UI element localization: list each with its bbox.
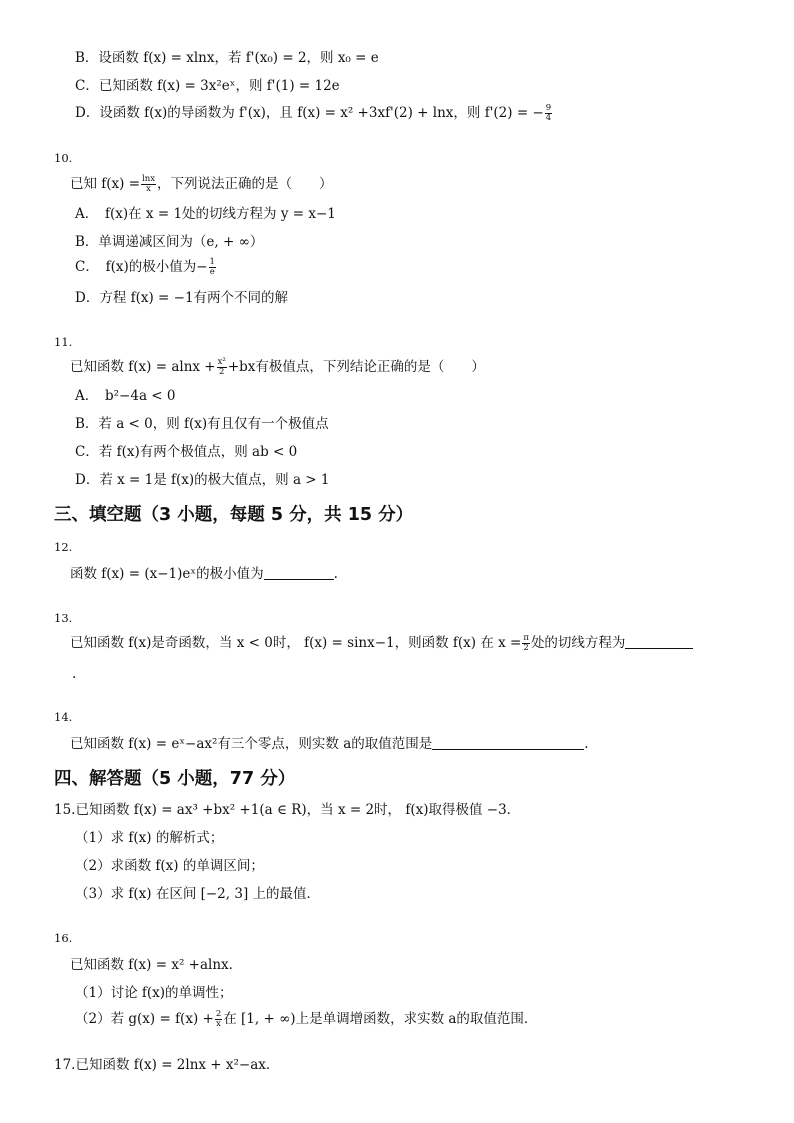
q13-end-period: . <box>72 666 77 682</box>
q16-fraction: $\frac{2}{x}$ <box>215 1009 222 1029</box>
q14-number: 14. <box>54 710 73 724</box>
q10-option-c: C． f(x)的极小值为− $\frac{1}{e}$ <box>75 257 215 277</box>
q9-option-d-text: D．设函数 f(x)的导函数为 f'(x)，且 f(x) = x² +3xf'(2) + lnx，则 f'(2) = − <box>75 105 544 121</box>
q10-stem-fraction: $\frac{\ln x}{x}$ <box>142 174 156 194</box>
q10-stem: 已知 f(x) = $\frac{\ln x}{x}$ ，下列说法正确的是（ ） <box>70 174 333 194</box>
q16-part-2: （2）若 g(x) = f(x) + $\frac{2}{x}$ 在 [1, + ∞)上是单调增函数，求实数 a的取值范围． <box>75 1009 538 1029</box>
q13-fraction: $\frac{\pi}{2}$ <box>523 633 529 653</box>
q13-stem: 已知函数 f(x)是奇函数，当 x < 0时， f(x) = sinx−1，则函数 f(x) 在 x = $\frac{\pi}{2}$ 处的切线方程为 <box>70 633 693 653</box>
q10-option-b: B．单调递减区间为（e, + ∞） <box>75 234 264 250</box>
q10-option-d: D．方程 f(x) = −1有两个不同的解 <box>75 290 289 306</box>
q15-part-2: （2）求函数 f(x) 的单调区间； <box>75 858 264 874</box>
q9-option-b: B．设函数 f(x) = xlnx，若 f'(x₀) = 2，则 x₀ = e <box>75 50 379 66</box>
q15-part-1: （1）求 f(x) 的解析式； <box>75 830 224 846</box>
q10-option-a: A． f(x)在 x = 1处的切线方程为 y = x−1 <box>75 206 336 222</box>
q14-stem: 已知函数 f(x) = eˣ−ax²有三个零点，则实数 a的取值范围是 . <box>70 736 589 752</box>
q9-option-d-fraction: $\frac{9}{4}$ <box>545 103 552 123</box>
q16-number: 16. <box>54 931 73 945</box>
q15-stem: 15.已知函数 f(x) = ax³ +bx² +1(a ∈ R)，当 x = 2时， f(x)取得极值 −3． <box>54 802 521 818</box>
q13-number: 13. <box>54 611 73 625</box>
q16-stem: 已知函数 f(x) = x² +alnx． <box>70 957 243 973</box>
q11-option-b: B．若 a < 0，则 f(x)有且仅有一个极值点 <box>75 416 329 432</box>
q11-option-c: C．若 f(x)有两个极值点，则 ab < 0 <box>75 444 298 460</box>
q12-number: 12. <box>54 540 73 554</box>
q9-option-c: C．已知函数 f(x) = 3x²eˣ，则 f'(1) = 12e <box>75 78 340 94</box>
q16-part-1: （1）讨论 f(x)的单调性； <box>75 985 233 1001</box>
q17-stem: 17.已知函数 f(x) = 2lnx + x²−ax． <box>54 1057 280 1073</box>
q12-stem: 函数 f(x) = (x−1)eˣ的极小值为 . <box>70 566 338 582</box>
q11-stem-fraction: $\frac{\text{x²}}{2}$ <box>217 357 226 377</box>
q10-option-c-fraction: $\frac{1}{e}$ <box>209 257 215 277</box>
q15-part-3: （3）求 f(x) 在区间 [−2, 3] 上的最值． <box>75 886 321 902</box>
q13-answer-blank <box>625 634 693 649</box>
q14-answer-blank <box>432 735 584 750</box>
q10-number: 10. <box>54 151 73 165</box>
q11-option-a: A． b²−4a < 0 <box>75 388 176 404</box>
q11-stem: 已知函数 f(x) = alnx + $\frac{\text{x²}}{2}$ +bx有极值点，下列结论正确的是（ ） <box>70 357 485 377</box>
q12-answer-blank <box>264 565 334 580</box>
q9-option-d <box>75 103 553 123</box>
section-solutions-heading: 四、解答题（5 小题，77 分） <box>54 769 296 789</box>
q11-number: 11. <box>54 335 73 349</box>
section-fill-in-heading: 三、填空题（3 小题，每题 5 分，共 15 分） <box>54 505 414 525</box>
q11-option-d: D．若 x = 1是 f(x)的极大值点，则 a > 1 <box>75 472 330 488</box>
